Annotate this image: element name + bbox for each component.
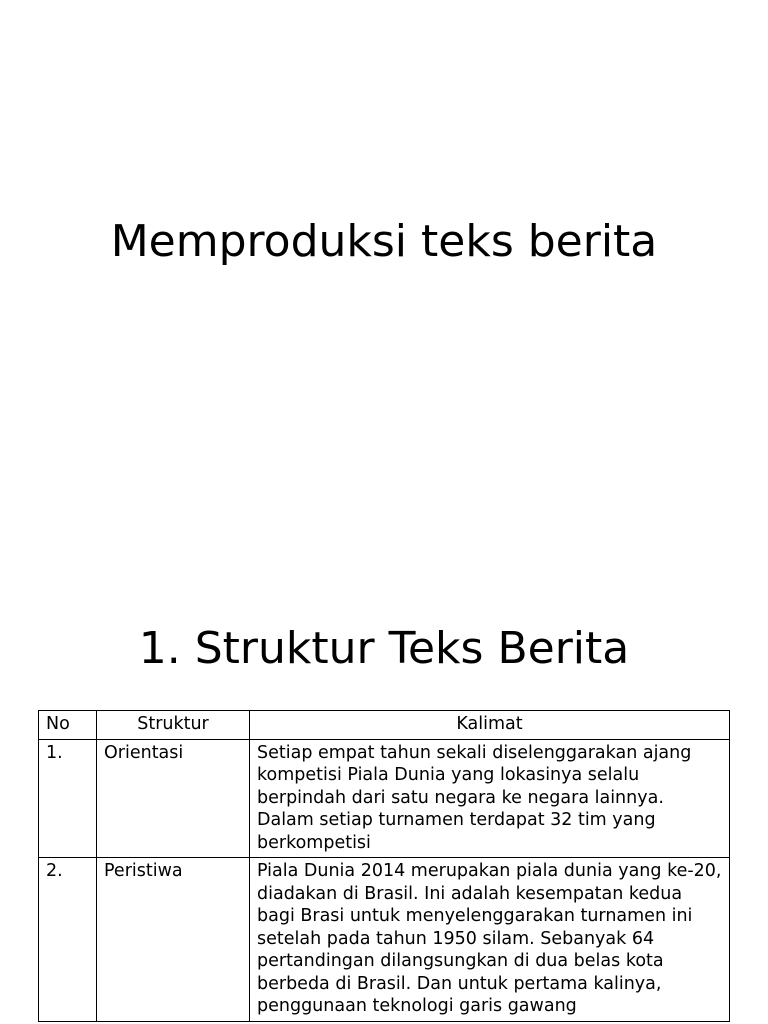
- section-title: 1. Struktur Teks Berita: [138, 623, 630, 674]
- row-number: 2.: [39, 858, 97, 1022]
- row-kalimat: Piala Dunia 2014 merupakan piala dunia yang ke-20, diadakan di Brasil. Ini adalah kesempatan kedua bagi Brasi untuk menyelenggarakan turnamen ini setelah pada tahun 1950 silam. Sebanyak 64 pertandingan dilangsungkan di dua belas kota berbeda di Brasil. Dan untuk pertama kalinya, penggunaan teknologi garis gawang: [250, 858, 730, 1022]
- slide-title: Memproduksi teks berita: [110, 216, 658, 267]
- table-row: [39, 858, 730, 1022]
- row-kalimat: Setiap empat tahun sekali diselenggarakan ajang kompetisi Piala Dunia yang lokasinya selalu berpindah dari satu negara ke negara lainnya. Dalam setiap turnamen terdapat 32 tim yang berkompetisi: [250, 739, 730, 858]
- row-number: 1.: [39, 739, 97, 858]
- row-struktur: Peristiwa: [97, 858, 250, 1022]
- structure-slide: [0, 577, 768, 1024]
- structure-table: [38, 710, 730, 1022]
- row-struktur: Orientasi: [97, 739, 250, 858]
- table-header-row: [39, 711, 730, 740]
- header-kalimat: Kalimat: [250, 711, 730, 740]
- header-no: No: [39, 711, 97, 740]
- header-struktur: Struktur: [97, 711, 250, 740]
- table-row: [39, 739, 730, 858]
